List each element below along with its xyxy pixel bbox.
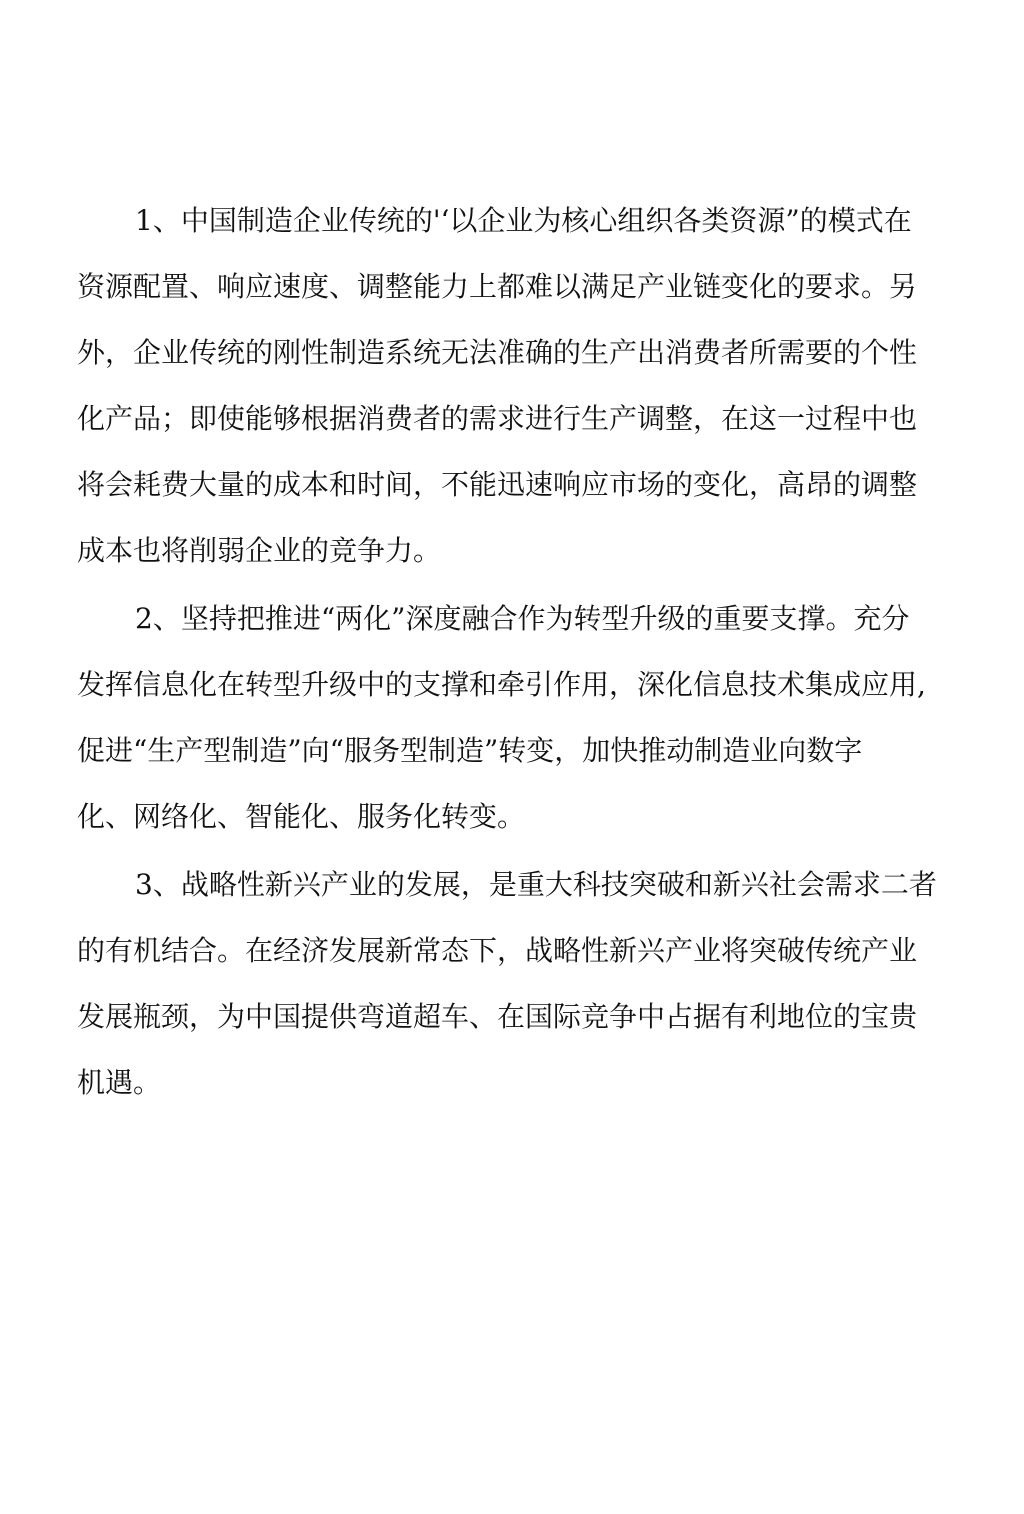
paragraph-3: [77, 852, 943, 1116]
paragraph-line: 发挥信息化在转型升级中的支撑和牵引作用，深化信息技术集成应用,: [77, 668, 926, 701]
paragraph-line: 2、坚持把推进“两化”深度融合作为转型升级的重要支撑。充分: [135, 602, 910, 635]
paragraph-line: 3、战略性新兴产业的发展，是重大科技突破和新兴社会需求二者: [135, 868, 937, 901]
paragraph-line: 1、中国制造企业传统的'‘以企业为核心组织各类资源”的模式在: [135, 204, 912, 237]
paragraph-line: 成本也将削弱企业的竞争力。: [77, 534, 442, 567]
paragraph-line: 资源配置、响应速度、调整能力上都难以满足产业链变化的要求。另: [77, 270, 918, 303]
paragraph-line: 化、网络化、智能化、服务化转变。: [77, 800, 526, 833]
paragraph-line: 化产品；即使能够根据消费者的需求进行生产调整，在这一过程中也: [77, 402, 918, 435]
paragraph-line: 发展瓶颈，为中国提供弯道超车、在国际竞争中占据有利地位的宝贵: [77, 1000, 918, 1033]
paragraph-line: 的有机结合。在经济发展新常态下，战略性新兴产业将突破传统产业: [77, 934, 918, 967]
paragraph-line: 将会耗费大量的成本和时间，不能迅速响应市场的变化，高昂的调整: [77, 468, 918, 501]
document-body: [77, 188, 943, 1116]
paragraph-line: 促进“生产型制造”向“服务型制造”转变，加快推动制造业向数字: [77, 734, 863, 767]
paragraph-line: 机遇。: [77, 1066, 162, 1099]
paragraph-1: [77, 188, 943, 584]
paragraph-line: 外，企业传统的刚性制造系统无法准确的生产出消费者所需要的个性: [77, 336, 918, 369]
paragraph-2: [77, 586, 943, 850]
